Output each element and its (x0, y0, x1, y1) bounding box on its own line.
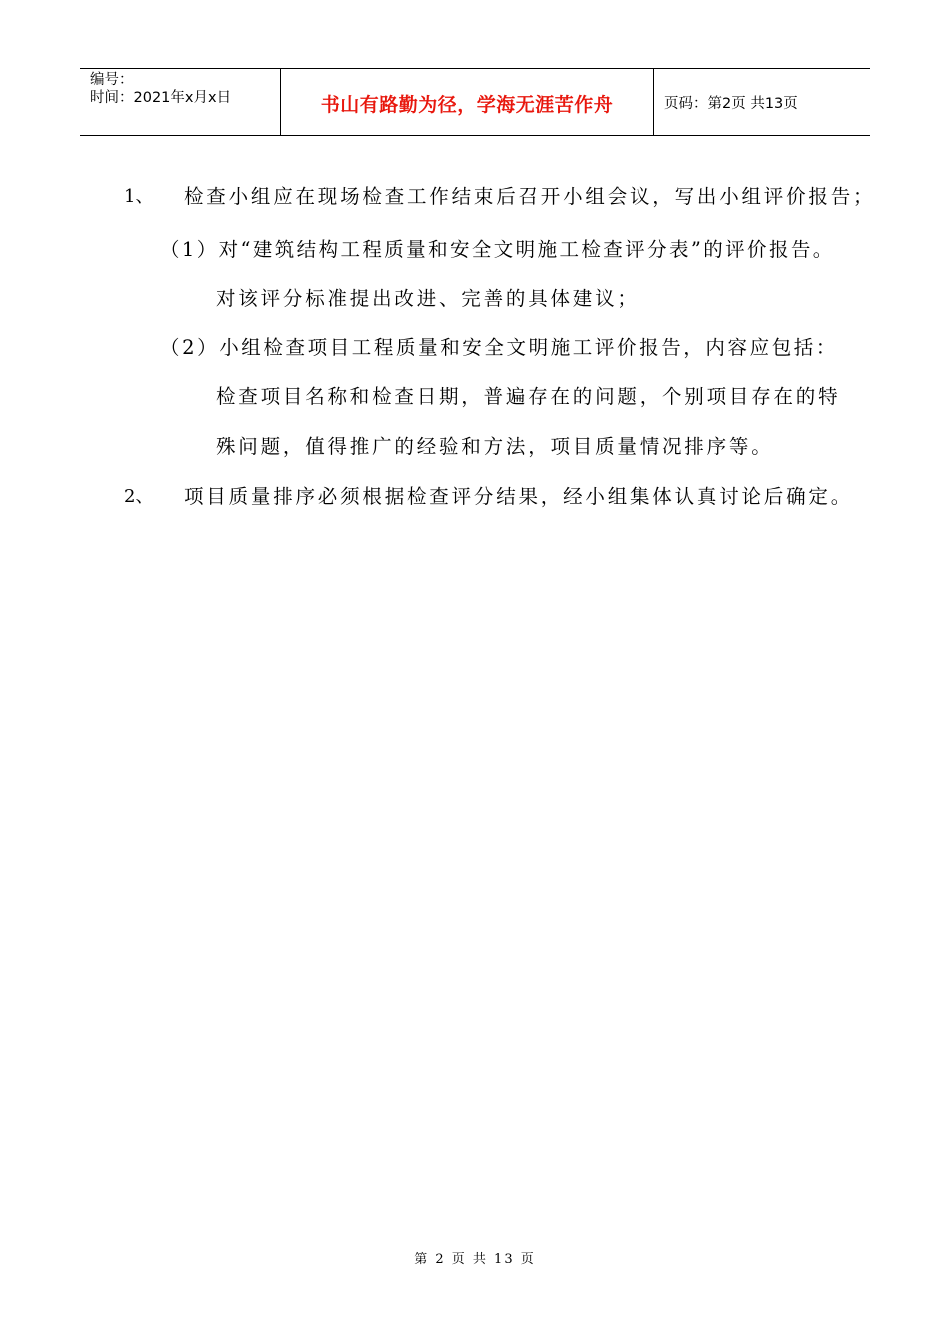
item2-number: 2、 (124, 486, 154, 507)
doc-number-label: 编号： (90, 72, 134, 88)
page-header (80, 68, 870, 136)
item2-text: 项目质量排序必须根据检查评分结果，经小组集体认真讨论后确定。 (184, 485, 854, 508)
item1-text: 检查小组应在现场检查工作结束后召开小组会议，写出小组评价报告； (184, 185, 876, 208)
sub2-line1: （2）小组检查项目工程质量和安全文明施工评价报告，内容应包括： (160, 336, 839, 359)
time-label: 时间：2021年x月x日 (90, 90, 232, 106)
header-motto-cell (281, 69, 654, 135)
header-meta-cell (80, 69, 281, 135)
header-page-info: 页码：第2页 共13页 (664, 95, 798, 112)
item1-number: 1、 (124, 186, 154, 207)
motto-text: 书山有路勤为径，学海无涯苦作舟 (320, 93, 614, 116)
sub2-line3: 殊问题，值得推广的经验和方法，项目质量情况排序等。 (216, 435, 774, 458)
page-footer: 第 2 页 共 13 页 (414, 1252, 536, 1267)
sub2-line2: 检查项目名称和检查日期，普遍存在的问题，个别项目存在的特 (216, 385, 841, 408)
header-page-cell (654, 69, 870, 135)
sub1-line2: 对该评分标准提出改进、完善的具体建议； (216, 287, 640, 310)
sub1-line1: （1）对“建筑结构工程质量和安全文明施工检查评分表”的评价报告。 (160, 238, 835, 261)
